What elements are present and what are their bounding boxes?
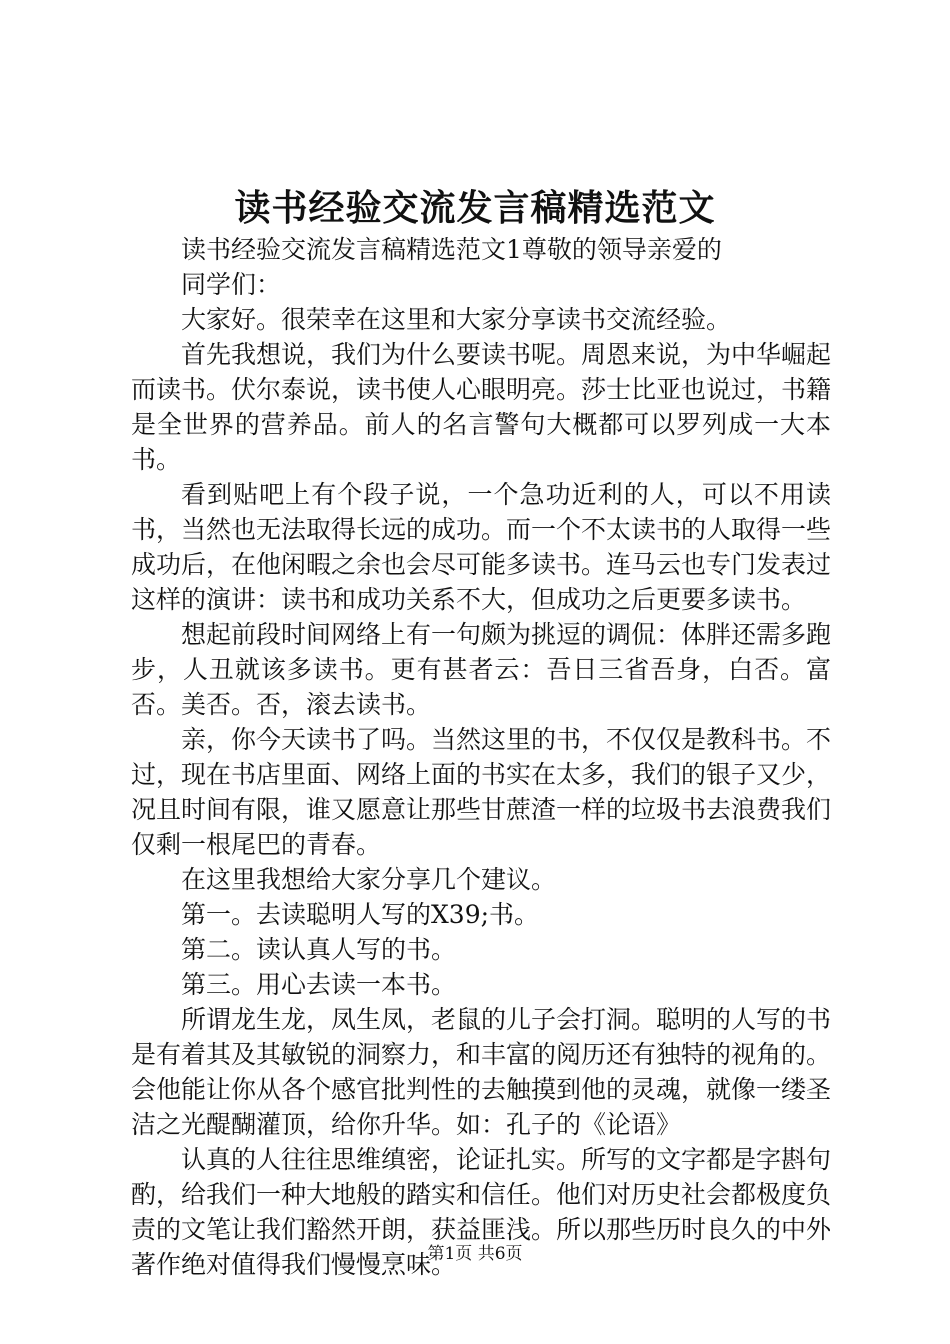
document-title: 读书经验交流发言稿精选范文 (234, 187, 716, 229)
paragraph: 第一。去读聪明人写的X39;书。 (181, 900, 540, 929)
page-footer: 第1页 共6页 (427, 1244, 523, 1264)
document-body (131, 232, 831, 1282)
paragraph: 大家好。很荣幸在这里和大家分享读书交流经验。 (181, 305, 732, 334)
paragraph: 读书经验交流发言稿精选范文1尊敬的领导亲爱的 (181, 235, 722, 264)
paragraph: 第二。读认真人写的书。 (181, 935, 457, 964)
paragraph: 所谓龙生龙，凤生凤，老鼠的儿子会打洞。聪明的人写的书是有着其及其敏锐的洞察力，和丰富的阅历还有独特的视角的。会他能让你从各个感官批判性的去触摸到他的灵魂，就像一缕圣洁之光醍醐灌顶，给你升华。如：孔子的《论语》 (131, 1005, 832, 1139)
paragraph: 第三。用心去读一本书。 (181, 970, 457, 999)
paragraph: 看到贴吧上有个段子说，一个急功近利的人，可以不用读书，当然也无法取得长远的成功。而一个不太读书的人取得一些成功后，在他闲暇之余也会尽可能多读书。连马云也专门发表过这样的演讲：读书和成功关系不大，但成功之后更要多读书。 (131, 480, 832, 614)
paragraph: 亲，你今天读书了吗。当然这里的书，不仅仅是教科书。不过，现在书店里面、网络上面的书实在太多，我们的银子又少，况且时间有限，谁又愿意让那些甘蔗渣一样的垃圾书去浪费我们仅剩一根尾巴的青春。 (131, 725, 832, 859)
paragraph: 在这里我想给大家分享几个建议。 (181, 865, 557, 894)
paragraph: 认真的人往往思维缜密，论证扎实。所写的文字都是字斟句酌，给我们一种大地般的踏实和信任。他们对历史社会都极度负责的文笔让我们豁然开朗，获益匪浅。所以那些历时良久的中外著作绝对值得我们慢慢烹味。 (131, 1145, 832, 1279)
paragraph: 同学们： (181, 270, 282, 299)
paragraph: 首先我想说，我们为什么要读书呢。周恩来说，为中华崛起而读书。伏尔泰说，读书使人心眼明亮。莎士比亚也说过，书籍是全世界的营养品。前人的名言警句大概都可以罗列成一大本书。 (131, 340, 832, 474)
paragraph: 想起前段时间网络上有一句颇为挑逗的调侃：体胖还需多跑步，人丑就该多读书。更有甚者云：吾日三省吾身，白否。富否。美否。否，滚去读书。 (131, 620, 832, 719)
